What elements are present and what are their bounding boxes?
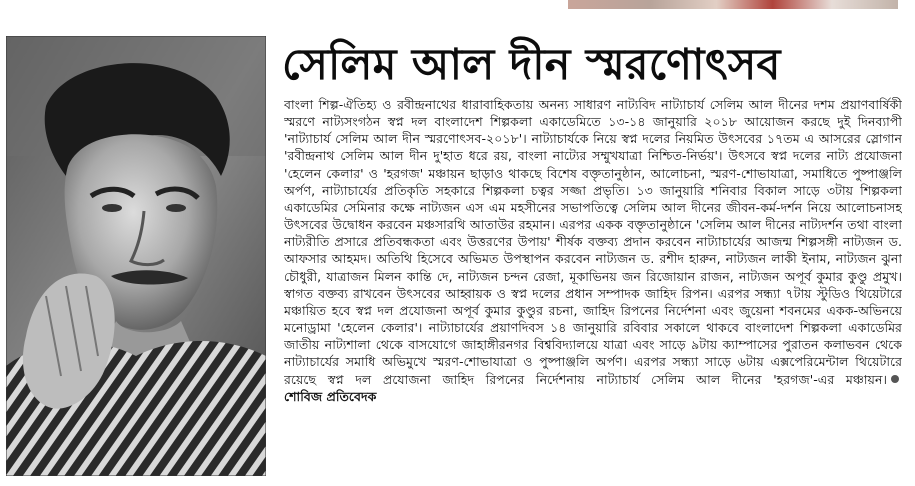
article-body xyxy=(284,96,902,481)
portrait-photo xyxy=(6,36,266,476)
bullet-icon xyxy=(891,375,899,383)
byline: শোবিজ প্রতিবেদক xyxy=(284,388,377,404)
article-body-text: বাংলা শিল্প-ঐতিহ্য ও রবীন্দ্রনাথের ধারাবাহিকতায় অনন্য সাধারণ নাট্যবিদ নাট্যাচার্য সেলিম আল দীনের দশম প্রয়াণবার্ষিকী স্মরণে নাট্যসংগঠন স্বপ্ন দল বাংলাদেশ শিল্পকলা একাডেমিতে ১৩-১৪ জানুয়ারি ২০১৮ আয়োজন করছে দুই দিনব্যাপী 'নাট্যাচার্য সেলিম আল দীন স্মরণোৎসব-২০১৮'। নাট্যাচার্যকে নিয়ে স্বপ্ন দলের নিয়মিত উৎসবের ১৭তম এ আসরের স্লোগান 'রবীন্দ্রনাথ সেলিম আল দীন দু'হাত ধরে রয়, বাংলা নাট্যের সম্মুখযাত্রা নিশ্চিত-নির্ভয়'। উৎসবে স্বপ্ন দলের নাট্য প্রযোজনা 'হেলেন কেলার' ও 'হরগজ' মঞ্চায়ন ছাড়াও থাকছে বিশেষ বক্তৃতানুষ্ঠান, আলোচনা, স্মরণ-শোভাযাত্রা, সমাধিতে পুষ্পাঞ্জলি অর্পণ, নাট্যাচার্যের প্রতিকৃতি সহকারে শিল্পকলা চত্বর সজ্জা প্রভৃতি। ১৩ জানুয়ারি শনিবার বিকাল সাড়ে ৩টায় শিল্পকলা একাডেমির সেমিনার কক্ষে নাট্যজন এস এম মহসীনের সভাপতিত্বে সেলিম আল দীনের জীবন-কর্ম-দর্শন নিয়ে আলোচনাসহ উৎসবের উদ্বোধন করবেন মঞ্চসারথি আতাউর রহমান। এরপর একক বক্তৃতানুষ্ঠানে 'সেলিম আল দীনের নাট্যদর্শন তথা বাংলা নাট্যরীতি প্রসারে প্রতিবন্ধকতা এবং উত্তরণের উপায়' শীর্ষক বক্তব্য প্রদান করবেন নাট্যাচার্যের আজন্ম শিল্পসঙ্গী নাট্যজন ড. আফসার আহমদ। অতিথি হিসেবে অভিমত উপস্থাপন করবেন নাট্যজন ড. রশীদ হারুন, নাট্যজন লাকী ইনাম, নাট্যজন ঝুনা চৌধুরী, যাত্রাজন মিলন কান্তি দে, নাট্যজন চন্দন রেজা, মূকাভিনয় জন রিজোয়ান রাজন, নাট্যজন অপূর্ব কুমার কুণ্ডু প্রমুখ। স্বাগত বক্তব্য রাখবেন উৎসবের আহ্বায়ক ও স্বপ্ন দলের প্রধান সম্পাদক জাহিদ রিপন। এরপর সন্ধ্যা ৭টায় স্টুডিও থিয়েটারে মঞ্চায়িত হবে স্বপ্ন দল প্রযোজনা অপূর্ব কুমার কুণ্ডুর রচনা, জাহিদ রিপনের নির্দেশনা এবং জুয়েনা শবনমের একক-অভিনয়ে মনোড্রামা 'হেলেন কেলার'। নাট্যাচার্যের প্রয়াণদিবস ১৪ জানুয়ারি রবিবার সকালে থাকবে বাংলাদেশ শিল্পকলা একাডেমির জাতীয় নাট্যশালা থেকে বাসযোগে জাহাঙ্গীরনগর বিশ্ববিদ্যালয়ে যাত্রা এবং সাড়ে ৯টায় ক্যাম্পাসের পুরাতন কলাভবন থেকে নাট্যাচার্যের সমাধি অভিমুখে স্মরণ-শোভাযাত্রা ও পুষ্পাঞ্জলি অর্পণ। এরপর সন্ধ্যা সাড়ে ৬টায় এক্সপেরিমেন্টাল থিয়েটারে রয়েছে স্বপ্ন দল প্রযোজনা জাহিদ রিপনের নির্দেশনায় নাট্যাচার্য সেলিম আল দীনের 'হরগজ'-এর মঞ্চায়ন। xyxy=(284,97,902,387)
article-headline: সেলিম আল দীন স্মরণোৎসব xyxy=(282,40,781,90)
top-photo-strip xyxy=(568,0,898,9)
